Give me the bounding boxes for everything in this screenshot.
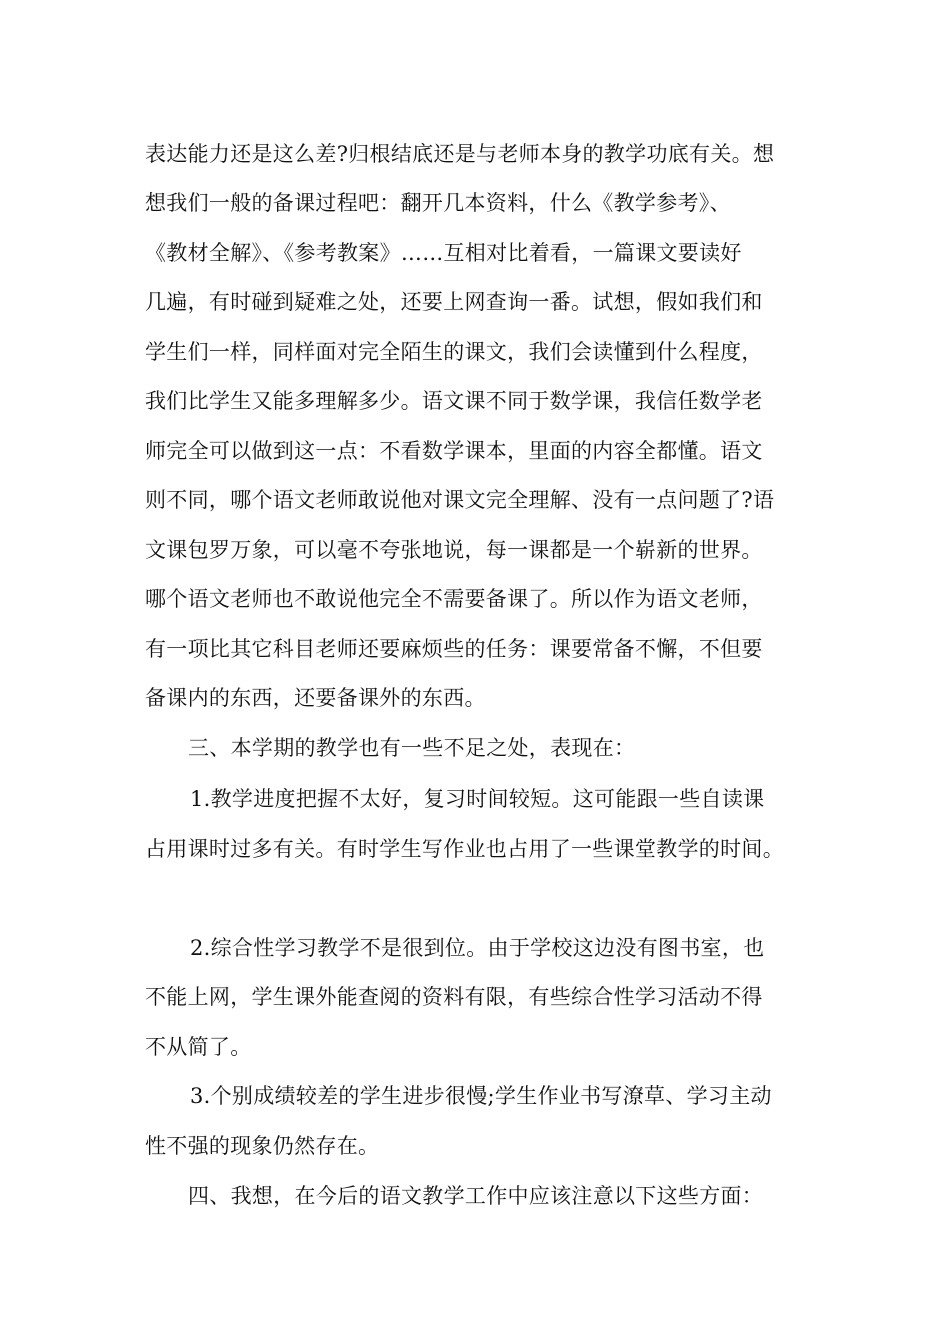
text-line: 想我们一般的备课过程吧：翻开几本资料，什么《教学参考》、 [145,191,731,215]
section-heading: 四、我想，在今后的语文教学工作中应该注意以下这些方面： [188,1184,764,1208]
text-line: 文课包罗万象，可以毫不夸张地说，每一课都是一个崭新的世界。 [145,538,763,562]
text-line: 几遍，有时碰到疑难之处，还要上网查询一番。试想，假如我们和 [145,290,763,314]
text-line: 学生们一样，同样面对完全陌生的课文，我们会读懂到什么程度， [145,340,763,364]
list-item-text: 性不强的现象仍然存在。 [145,1134,380,1158]
list-item-text: 占用课时过多有关。有时学生写作业也占用了一些课堂教学的时间。 [145,837,784,861]
text-line: 有一项比其它科目老师还要麻烦些的任务：课要常备不懈，不但要 [145,637,763,661]
text-line: 备课内的东西，还要备课外的东西。 [145,686,486,710]
list-item-text: 3.个别成绩较差的学生进步很慢;学生作业书写潦草、学习主动 [190,1084,772,1108]
text-line: 表达能力还是这么差?归根结底还是与老师本身的教学功底有关。想 [145,142,775,166]
section-heading: 三、本学期的教学也有一些不足之处，表现在： [188,736,636,760]
text-line: 哪个语文老师也不敢说他完全不需要备课了。所以作为语文老师， [145,587,763,611]
text-line: 《教材全解》、《参考教案》……互相对比着看，一篇课文要读好 [145,241,742,265]
text-line: 则不同，哪个语文老师敢说他对课文完全理解、没有一点问题了?语 [145,488,775,512]
list-item-text: 2.综合性学习教学不是很到位。由于学校这边没有图书室，也 [190,936,765,960]
list-item-text: 1.教学进度把握不太好，复习时间较短。这可能跟一些自读课 [190,787,765,811]
list-item-text: 不从简了。 [145,1035,252,1059]
text-line: 我们比学生又能多理解多少。语文课不同于数学课，我信任数学老 [145,389,763,413]
list-item-text: 不能上网，学生课外能查阅的资料有限，有些综合性学习活动不得 [145,985,763,1009]
text-line: 师完全可以做到这一点：不看数学课本，里面的内容全都懂。语文 [145,439,763,463]
